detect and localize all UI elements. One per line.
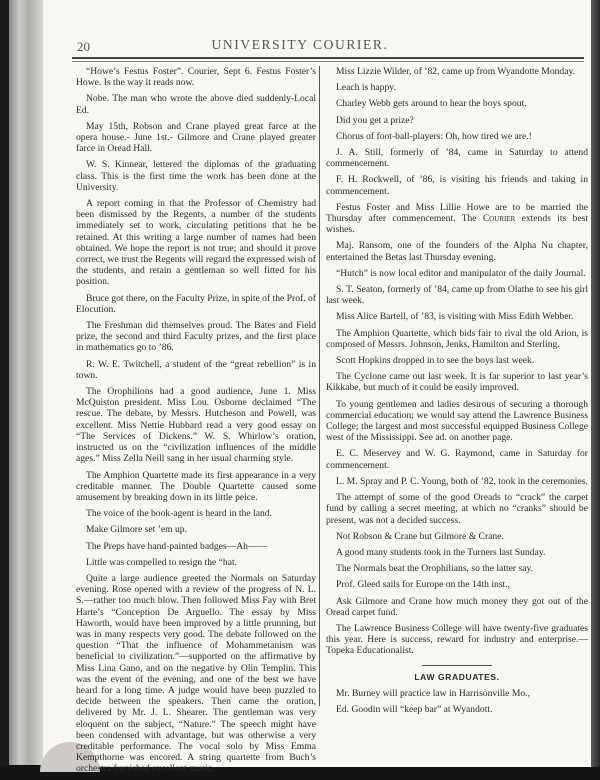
paragraph: The voice of the book-agent is heard in the land. [86, 508, 272, 520]
left-column [76, 66, 316, 780]
paragraph: A report coming in that the Professor of Chemistry had been dismissed by the Regents, a number of the students immediately set to work, circulating petitions that he be retained. At this writing a large number of names had been obtained. We hope the report is not true; and should it prove correct, we trust the Regents will regard the expressed wish of the students, and retain a gentleman so well fitted for his position. [76, 198, 316, 288]
paragraph: Leach is happy. [336, 82, 396, 94]
paragraph: Prof. Gleed sails for Europe on the 14th inst., [336, 579, 510, 591]
paragraph: The Lawrence Business College will have twenty-five graduates this year. Here is success, reward for industry and enterprise.—Topeka Educationalist. [326, 622, 588, 657]
paragraph: E. C. Meservey and W. G. Raymond, came in Saturday for commencement. [326, 448, 588, 471]
paragraph: The Preps have hand-painted badges—Ah—— [86, 540, 268, 552]
paragraph: Make Gilmore set ’em up. [86, 524, 187, 536]
paragraph: Not Robson & Crane but Gilmore & Crane. [336, 530, 504, 542]
paragraph: J. A. Still, formerly of ’84, came in Saturday to attend commencement. [326, 147, 588, 170]
page-stack-edge [9, 0, 43, 765]
paragraph: May 15th, Robson and Crane played great farce at the opera house.- June 1st.- Gilmore and Crane played greater farce in Oread Hall. [76, 120, 316, 155]
header-rule [72, 57, 584, 59]
paragraph: The Orophilions had a good audience, June 1. Miss McQuiston president. Miss Lou. Osborne declaimed “The rescue. The debate, by Messrs. Hutcheson and Powell, was excellent. Miss Nettie Hubbard read a very good essay on “The Services of Dickens.” W. S. Whirlow’s oration, instructed us on the “civilization influences of the middle ages.” Miss Zella Neill sang in her usual charming style. [76, 386, 316, 465]
paragraph: Quite a large audience greeted the Normals on Saturday evening. Rose opened with a review of the progress of N. L. S.—rather too much blow. Then followed Miss Fay with Bret Harte’s “Conception De Arguello. The essay by Miss Haworth, would have been improved by a little prunning, but was in many respects very good. The debate followed on the question “That the influence of Mohammetanism was beneficial to civilization.”—supported on the affirmative by Miss Lina Gano, and on the negative by Olin Templin. This was the event of the evening, and one of the best we have heard for a long time. A judge would have been puzzled to decide between the speakers. Then came the oration, delivered by Mr. J. L. Shearer. The gentleman was very eloquent on the subject, “Nature.” The speech might have been condensed with advantage, but was otherwise a very creditable performance. The vocal solo by Miss Emma Kempthorne was encored. A string quartette from Buch’s orchestra furnished excellent music. [76, 572, 316, 775]
paragraph: Miss Alice Bartell, of ’83, is visiting with Miss Edith Webber. [336, 311, 574, 323]
paragraph: The attempt of some of the good Oreads to “crack” the carpet fund by calling a secret meeting, at which no “cranks” should be present, was not a decided success. [326, 492, 588, 526]
paragraph: Miss Lizzie Wilder, of ’82, came up from Wyandotte Monday. [336, 66, 576, 77]
paragraph: L. M. Spray and P. C. Young, both of ’82, took in the ceremonies. [336, 475, 588, 487]
paragraph: Charley Webb gets around to hear the boys spout. [336, 98, 527, 110]
running-head: UNIVERSITY COURIER. [211, 37, 389, 52]
paragraph: “Hutch” is now local editor and manipulator of the daily Journal. [336, 267, 586, 279]
paragraph: To young gentlemen and ladies desirous of securing a thorough commercial education; we would say attend the Lawrence Business College; the largest and most successful equipped Business College west of the Mississippi. See ad. on another page. [326, 398, 588, 444]
paragraph: A good many students took in the Turners last Sunday. [336, 546, 546, 558]
paragraph: The Amphion Quartette, which bids fair to rival the old Arion, is composed of Messrs. Johnson, Jenks, Hamilton and Sterling. [326, 327, 588, 350]
paragraph: Did you get a prize? [336, 114, 414, 126]
right-page-edge [591, 0, 600, 777]
paragraph: The Amphion Quartette made its first appearance in a very creditable manner. The Double Quartette caused some amusement by breaking down in its little peice. [76, 469, 316, 503]
paragraph: Festus Foster and Miss Lillie Howe are to be married the Thursday after commencement. The Courier extends its best wishes. [326, 201, 588, 236]
paragraph: R. W. E. Twitchell, a student of the “great rebellion” is in town. [76, 358, 316, 381]
law-graduates-heading: LAW GRADUATES. [414, 671, 500, 682]
paragraph: W. S. Kinnear, lettered the diplomas of the graduating class. This is the first time the work has been done at the University. [76, 159, 316, 193]
paragraph: Ask Gilmore and Crane how much money they got out of the Oread carpet fund. [326, 595, 588, 618]
paragraph: Bruce got there, on the Faculty Prize, in spite of the Prof. of Elocution. [76, 292, 316, 315]
paragraph: S. T. Seaton, formerly of ’84, came up from Olathe to see his girl last week. [326, 284, 588, 307]
section-rule [422, 665, 492, 666]
paragraph: F. H. Rockwell, of ’86, is visiting his friends and taking in commencement. [326, 174, 588, 197]
paragraph: “Howe’s Festus Foster”. Courier, Sept 6. Festus Foster’s Howe. Is the way it reads now. [76, 66, 316, 89]
book-binding [0, 0, 9, 777]
header-rule-thin [72, 61, 584, 62]
right-column [326, 66, 588, 720]
paragraph: The Cyclone came out last week. It is far superior to last year’s Kikkabe, but much of it could be easily improved. [326, 371, 588, 394]
paragraph: Chorus of foot-ball-players: Oh, how tired we are.! [336, 130, 532, 142]
law-item: Mr. Burney will practice law in Harrisonville Mo., [336, 687, 530, 699]
small-caps-courier: Courier [482, 213, 516, 225]
paragraph: Maj. Ransom, one of the founders of the Alpha Nu chapter, entertained the Betas last Thursday evening. [326, 240, 588, 263]
paragraph: Nobe. The man who wrote the above died suddenly-Local Ed. [76, 93, 316, 116]
paragraph: Scott Hopkins dropped in to see the boys last week. [336, 355, 535, 367]
page-number: 20 [77, 39, 90, 54]
paragraph: Little was compelled to resign the “hat. [86, 556, 238, 568]
paragraph: The Freshman did themselves proud. The Bates and Field prize, the second and third Faculty prizes, and the first place in mathematics go to ’86. [76, 320, 316, 354]
column-divider [319, 66, 320, 706]
paragraph: The Normals beat the Orophilians, so the latter say. [336, 563, 534, 575]
law-item: Ed. Goodin will “keep bar” at Wyandott. [336, 703, 493, 715]
